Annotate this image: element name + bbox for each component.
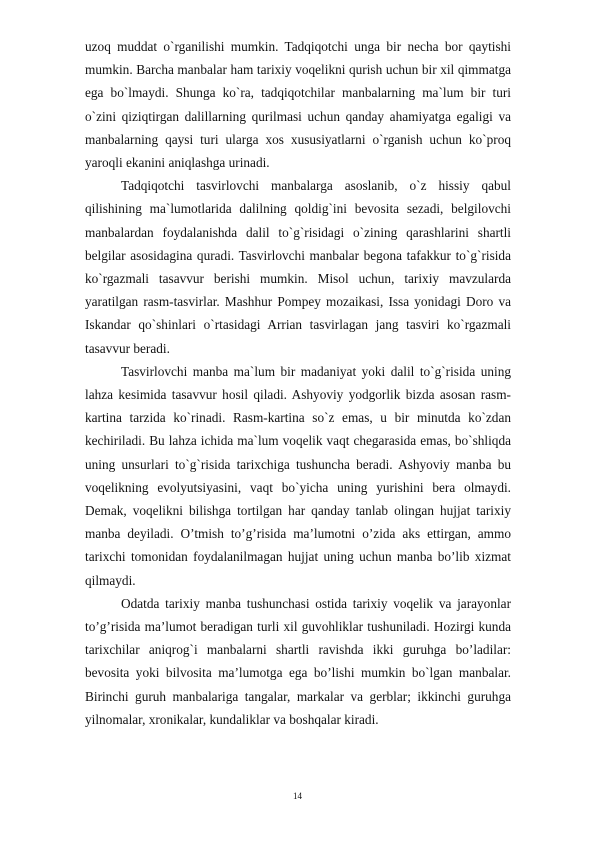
page-body <box>85 35 511 731</box>
paragraph-material-monuments: Tasvirlovchi manba ma`lum bir madaniyat yoki dalil to`g`risida uning lahza kesimida tasavvur hosil qiladi. Ashyoviy yodgorlik bizda asosan rasm-kartina tarzida ko`rinadi. Rasm-kartina so`z emas, u bir minutda ko`zdan kechiriladi. Bu lahza ichida ma`lum voqelik vaqt chegarasida emas, bo`shliqda uning unsurlari to`g`risida tarixchiga tushuncha beradi. Ashyoviy manba bu voqelikning evolyutsiyasini, vaqt bo`yicha uning yurishini bera olmaydi. Demak, voqelikni bilishga tortilgan har qanday tanlab olingan hujjat tarixiy manba deyiladi. O’tmish to’g’risida ma’lumotni o’zida aks ettirgan, ammo tarixchi tomonidan foydalanilmagan hujjat uning uchun manba bo’lib xizmat qilmaydi. <box>85 363 511 588</box>
page-number: 14 <box>293 791 302 801</box>
paragraph-continuation: uzoq muddat o`rganilishi mumkin. Tadqiqotchi unga bir necha bor qaytishi mumkin. Barcha manbalar ham tarixiy voqelikni qurish uchun bir xil qimmatga ega bo`lmaydi. Shunga ko`ra, tadqiqotchilar manbalarning ma`lum bir turi o`zini qiziqtirgan dalillarning qurilmasi uchun qanday ahamiyatga egaligi va manbalarning qaysi turi ularga xos xususiyatlarni o`rganish uchun ko`proq yaroqli ekanini aniqlashga urinadi. <box>85 39 511 171</box>
paragraph-descriptive-sources: Tadqiqotchi tasvirlovchi manbalarga asoslanib, o`z hissiy qabul qilishining ma`lumotlarida dalilning qoldig`ini bevosita sezadi, belgilovchi manbalardan foydalanishda dalil to`g`risidagi o`zining qarashlarini shartli belgilar asosidagina quradi. Tasvirlovchi manbalar begona tafakkur to`g`risida ko`rgazmali tasavvur berishi mumkin. Misol uchun, tarixiy mavzularda yaratilgan rasm-tasvirlar. Mashhur Pompey mozaikasi, Issa yonidagi Doro va Iskandar qo`shinlari o`rtasidagi Arrian tasvirlagan jang tasviri ko`rgazmali tasavvur beradi. <box>85 178 511 356</box>
paragraph-source-groups: Odatda tarixiy manba tushunchasi ostida tarixiy voqelik va jarayonlar to’g’risida ma’lumot beradigan turli xil guvohliklar tushuniladi. Hozirgi kunda tarixchilar aniqrog`i manbalarni shartli ravishda ikki guruhga bo’ladilar: bevosita yoki bilvosita ma’lumotga ega bo’lishi mumkin bo`lgan manbalar. Birinchi guruh manbalariga tangalar, markalar va gerblar; ikkinchi guruhga yilnomalar, xronikalar, kundaliklar va boshqalar kiradi. <box>85 595 511 727</box>
